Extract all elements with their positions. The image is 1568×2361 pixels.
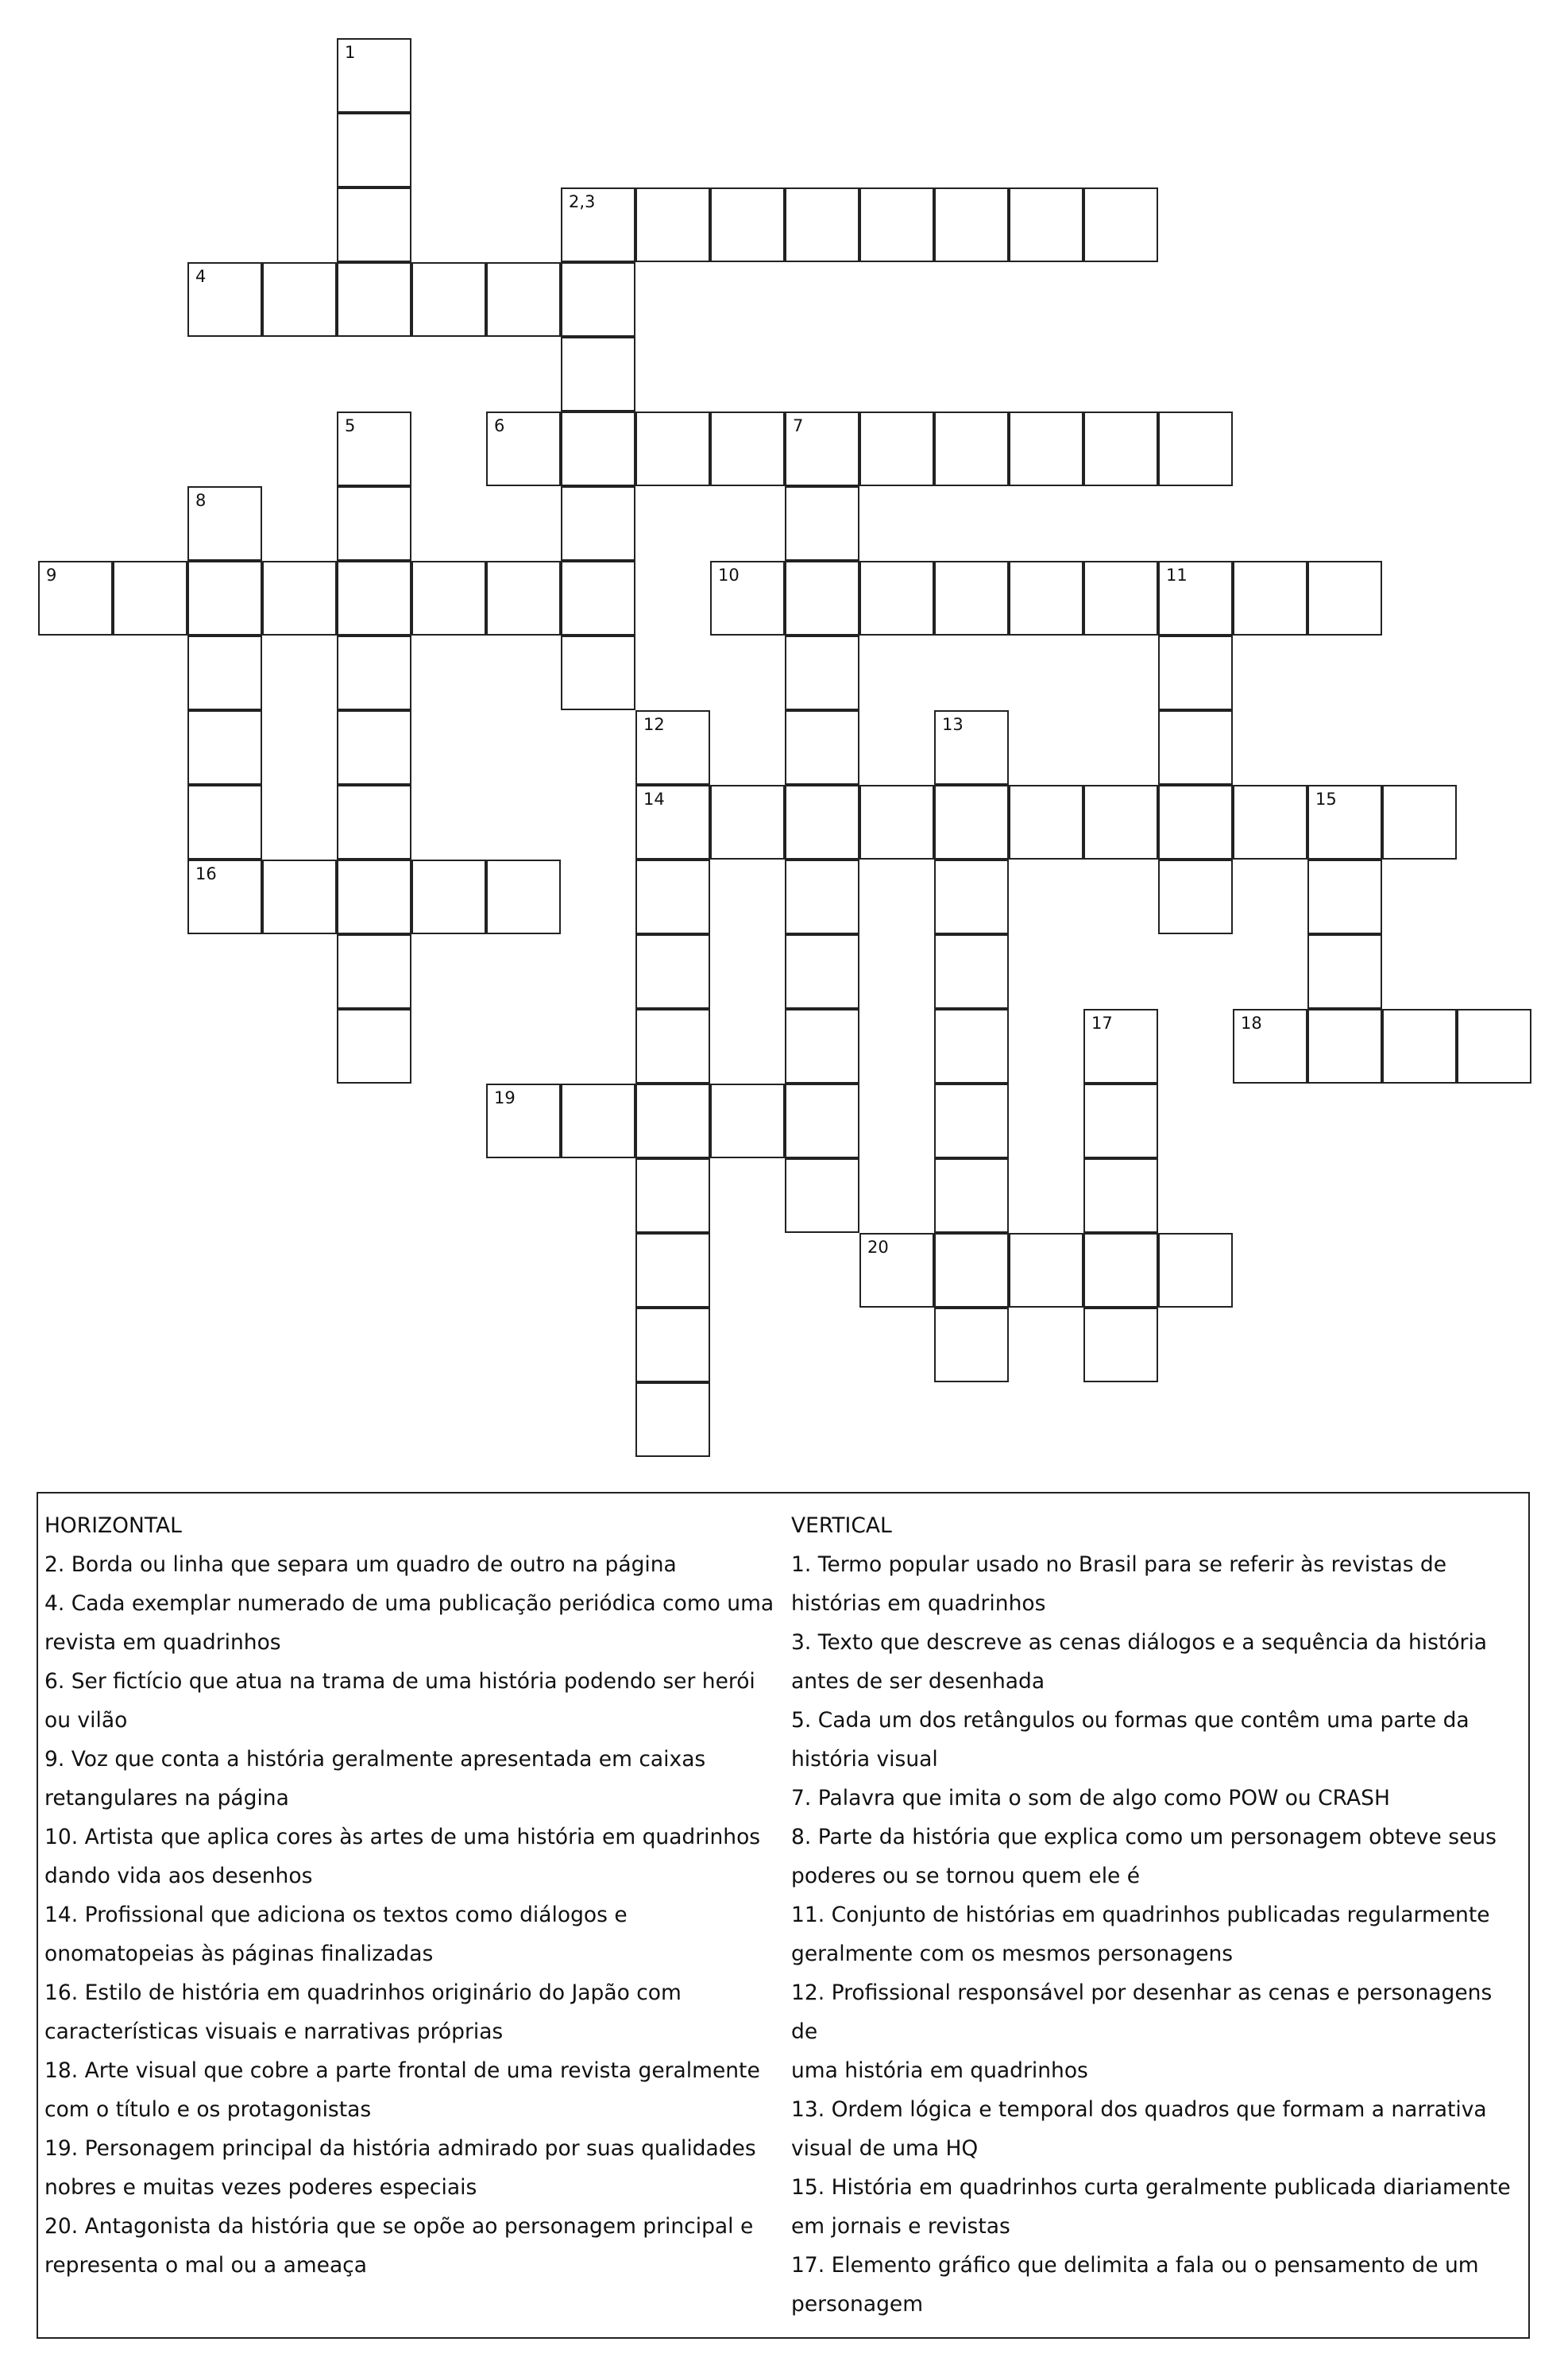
crossword-cell[interactable]	[1083, 1084, 1158, 1158]
crossword-cell[interactable]	[337, 934, 411, 1009]
crossword-cell[interactable]	[411, 561, 486, 636]
crossword-cell[interactable]	[934, 412, 1009, 486]
crossword-cell[interactable]	[561, 337, 635, 412]
crossword-cell[interactable]	[1158, 710, 1233, 785]
crossword-cell[interactable]	[1457, 1009, 1531, 1084]
crossword-cell[interactable]	[1158, 412, 1233, 486]
crossword-cell[interactable]	[561, 486, 635, 561]
crossword-cell[interactable]	[337, 561, 411, 636]
crossword-cell[interactable]	[1158, 785, 1233, 860]
crossword-cell[interactable]	[785, 934, 859, 1009]
crossword-cell[interactable]	[1307, 561, 1382, 636]
crossword-cell[interactable]	[561, 1084, 635, 1158]
crossword-cell[interactable]	[1083, 1233, 1158, 1308]
crossword-cell[interactable]	[411, 262, 486, 337]
clue-line: visual de uma HQ	[791, 2136, 979, 2161]
crossword-cell[interactable]	[262, 262, 337, 337]
crossword-cell[interactable]	[1382, 785, 1457, 860]
clue-number: 16	[195, 864, 217, 883]
crossword-cell[interactable]	[187, 636, 262, 710]
crossword-cell[interactable]	[1382, 1009, 1457, 1084]
clue-line: dando vida aos desenhos	[44, 1864, 313, 1888]
crossword-cell[interactable]	[187, 785, 262, 860]
crossword-cell[interactable]	[635, 1158, 710, 1233]
clue-line: nobres e muitas vezes poderes especiais	[44, 2175, 477, 2200]
clue-line: características visuais e narrativas próprias	[44, 2019, 504, 2044]
crossword-cell[interactable]	[1009, 187, 1083, 262]
clue-line: 19. Personagem principal da história admirado por suas qualidades	[44, 2136, 756, 2161]
crossword-cell[interactable]	[635, 934, 710, 1009]
crossword-cell[interactable]	[337, 710, 411, 785]
clues-box	[37, 1492, 1530, 2339]
clue-number: 18	[1241, 1014, 1262, 1033]
crossword-cell[interactable]	[859, 187, 934, 262]
clue-number: 5	[345, 416, 356, 435]
crossword-cell[interactable]	[486, 1084, 561, 1158]
crossword-cell[interactable]	[486, 262, 561, 337]
clue-number: 4	[195, 267, 207, 286]
clue-line: 15. História em quadrinhos curta geralmente publicada diariamente	[791, 2175, 1511, 2200]
crossword-cell[interactable]	[934, 1233, 1009, 1308]
clue-line: retangulares na página	[44, 1786, 289, 1810]
crossword-cell[interactable]	[187, 710, 262, 785]
crossword-cell[interactable]	[187, 262, 262, 337]
crossword-cell[interactable]	[934, 1009, 1009, 1084]
crossword-cell[interactable]	[785, 785, 859, 860]
clue-line: 7. Palavra que imita o som de algo como POW ou CRASH	[791, 1786, 1390, 1810]
crossword-cell[interactable]	[635, 1382, 710, 1457]
clue-line: representa o mal ou a ameaça	[44, 2253, 367, 2278]
clue-number: 10	[718, 566, 740, 585]
crossword-cell[interactable]	[934, 785, 1009, 860]
clue-number: 13	[942, 715, 964, 734]
crossword-cell[interactable]	[113, 561, 187, 636]
clue-number: 15	[1315, 790, 1337, 809]
crossword-cell[interactable]	[785, 636, 859, 710]
clue-number: 20	[867, 1238, 889, 1257]
clue-number: 12	[643, 715, 665, 734]
crossword-cell[interactable]	[635, 785, 710, 860]
clue-number: 8	[195, 491, 207, 510]
crossword-cell[interactable]	[934, 187, 1009, 262]
clue-number: 19	[494, 1088, 516, 1107]
crossword-cell[interactable]	[635, 710, 710, 785]
crossword-cell[interactable]	[785, 486, 859, 561]
crossword-cell[interactable]	[1158, 860, 1233, 934]
crossword-cell[interactable]	[561, 412, 635, 486]
crossword-cell[interactable]	[635, 1084, 710, 1158]
crossword-cell[interactable]	[785, 412, 859, 486]
crossword-cell[interactable]	[785, 1009, 859, 1084]
crossword-cell[interactable]	[710, 187, 785, 262]
crossword-cell[interactable]	[934, 561, 1009, 636]
crossword-cell[interactable]	[1009, 1233, 1083, 1308]
crossword-cell[interactable]	[337, 785, 411, 860]
crossword-cell[interactable]	[785, 860, 859, 934]
clue-line: antes de ser desenhada	[791, 1669, 1045, 1694]
clue-number: 11	[1166, 566, 1188, 585]
clue-line: histórias em quadrinhos	[791, 1591, 1046, 1616]
clue-number: 7	[793, 416, 804, 435]
clue-line: 17. Elemento gráfico que delimita a fala ou o pensamento de um	[791, 2253, 1479, 2278]
crossword-cell[interactable]	[1083, 187, 1158, 262]
crossword-cell[interactable]	[1009, 785, 1083, 860]
crossword-cell[interactable]	[337, 262, 411, 337]
clue-line: 11. Conjunto de histórias em quadrinhos publicadas regularmente	[791, 1903, 1490, 1927]
clue-line: história visual	[791, 1747, 938, 1772]
crossword-cell[interactable]	[635, 1308, 710, 1382]
clue-number: 14	[643, 790, 665, 809]
crossword-cell[interactable]	[934, 1084, 1009, 1158]
crossword-cell[interactable]	[187, 860, 262, 934]
crossword-cell[interactable]	[635, 187, 710, 262]
crossword-cell[interactable]	[561, 561, 635, 636]
crossword-cell[interactable]	[486, 561, 561, 636]
crossword-cell[interactable]	[1307, 860, 1382, 934]
crossword-cell[interactable]	[337, 412, 411, 486]
crossword-cell[interactable]	[785, 1158, 859, 1233]
clue-line: onomatopeias às páginas finalizadas	[44, 1942, 434, 1966]
crossword-cell[interactable]	[1083, 412, 1158, 486]
crossword-cell[interactable]	[1158, 561, 1233, 636]
crossword-cell[interactable]	[710, 785, 785, 860]
clue-line: em jornais e revistas	[791, 2214, 1010, 2239]
clue-line: ou vilão	[44, 1708, 128, 1733]
crossword-cell[interactable]	[1233, 785, 1307, 860]
clue-number: 2,3	[569, 192, 596, 211]
clue-line: 1. Termo popular usado no Brasil para se referir às revistas de	[791, 1552, 1447, 1577]
vertical-heading: VERTICAL	[791, 1513, 892, 1538]
clue-line: com o título e os protagonistas	[44, 2097, 372, 2122]
crossword-cell[interactable]	[1158, 1233, 1233, 1308]
clue-number: 1	[345, 43, 356, 62]
crossword-cell[interactable]	[859, 412, 934, 486]
crossword-cell[interactable]	[486, 860, 561, 934]
horizontal-clues	[44, 1506, 775, 2285]
crossword-cell[interactable]	[710, 561, 785, 636]
clue-number: 6	[494, 416, 505, 435]
clue-line: 12. Profissional responsável por desenhar as cenas e personagens de	[791, 1980, 1493, 2044]
crossword-cell[interactable]	[337, 486, 411, 561]
crossword-cell[interactable]	[337, 636, 411, 710]
clue-line: 5. Cada um dos retângulos ou formas que contêm uma parte da	[791, 1708, 1470, 1733]
crossword-cell[interactable]	[1009, 412, 1083, 486]
crossword-cell[interactable]	[187, 486, 262, 561]
horizontal-heading: HORIZONTAL	[44, 1513, 182, 1538]
crossword-cell[interactable]	[1233, 561, 1307, 636]
crossword-cell[interactable]	[1233, 1009, 1307, 1084]
clue-line: 3. Texto que descreve as cenas diálogos e a sequência da história	[791, 1630, 1488, 1655]
clue-line: 4. Cada exemplar numerado de uma publicação periódica como uma	[44, 1591, 774, 1616]
clue-line: geralmente com os mesmos personagens	[791, 1942, 1234, 1966]
crossword-cell[interactable]	[859, 785, 934, 860]
crossword-cell[interactable]	[635, 1009, 710, 1084]
clue-line: 9. Voz que conta a história geralmente apresentada em caixas	[44, 1747, 706, 1772]
crossword-cell[interactable]	[561, 262, 635, 337]
crossword-cell[interactable]	[411, 860, 486, 934]
crossword-cell[interactable]	[1009, 561, 1083, 636]
crossword-cell[interactable]	[635, 412, 710, 486]
clue-line: personagem	[791, 2292, 924, 2317]
crossword-cell[interactable]	[635, 1233, 710, 1308]
crossword-cell[interactable]	[1083, 1009, 1158, 1084]
crossword-cell[interactable]	[859, 561, 934, 636]
crossword-cell[interactable]	[1083, 785, 1158, 860]
crossword-cell[interactable]	[486, 412, 561, 486]
crossword-cell[interactable]	[561, 636, 635, 710]
crossword-cell[interactable]	[1083, 1158, 1158, 1233]
crossword-cell[interactable]	[934, 934, 1009, 1009]
crossword-cell[interactable]	[710, 412, 785, 486]
crossword-cell[interactable]	[38, 561, 113, 636]
clue-line: 20. Antagonista da história que se opõe ao personagem principal e	[44, 2214, 754, 2239]
crossword-cell[interactable]	[1307, 1009, 1382, 1084]
clue-line: 8. Parte da história que explica como um personagem obteve seus	[791, 1825, 1497, 1849]
crossword-cell[interactable]	[859, 1233, 934, 1308]
crossword-cell[interactable]	[1158, 636, 1233, 710]
crossword-cell[interactable]	[1307, 934, 1382, 1009]
crossword-cell[interactable]	[710, 1084, 785, 1158]
crossword-cell[interactable]	[561, 187, 635, 262]
clue-line: 13. Ordem lógica e temporal dos quadros que formam a narrativa	[791, 2097, 1487, 2122]
crossword-cell[interactable]	[1307, 785, 1382, 860]
crossword-cell[interactable]	[262, 860, 337, 934]
clue-line: poderes ou se tornou quem ele é	[791, 1864, 1141, 1888]
crossword-cell[interactable]	[934, 860, 1009, 934]
crossword-cell[interactable]	[1083, 1308, 1158, 1382]
clue-line: 10. Artista que aplica cores às artes de uma história em quadrinhos	[44, 1825, 761, 1849]
crossword-cell[interactable]	[785, 561, 859, 636]
vertical-clues	[791, 1506, 1522, 2324]
crossword-cell[interactable]	[785, 1084, 859, 1158]
clue-line: 18. Arte visual que cobre a parte frontal de uma revista geralmente	[44, 2058, 760, 2083]
clue-line: uma história em quadrinhos	[791, 2058, 1088, 2083]
crossword-cell[interactable]	[337, 860, 411, 934]
crossword-cell[interactable]	[934, 1308, 1009, 1382]
crossword-cell[interactable]	[785, 710, 859, 785]
crossword-cell[interactable]	[187, 561, 262, 636]
crossword-cell[interactable]	[635, 860, 710, 934]
crossword-cell[interactable]	[934, 710, 1009, 785]
crossword-cell[interactable]	[785, 187, 859, 262]
clue-number: 9	[46, 566, 57, 585]
clue-line: 2. Borda ou linha que separa um quadro de outro na página	[44, 1552, 677, 1577]
crossword-cell[interactable]	[1083, 561, 1158, 636]
crossword-cell[interactable]	[337, 187, 411, 262]
clue-number: 17	[1091, 1014, 1113, 1033]
crossword-cell[interactable]	[337, 1009, 411, 1084]
clue-line: revista em quadrinhos	[44, 1630, 281, 1655]
crossword-cell[interactable]	[337, 38, 411, 113]
clue-line: 6. Ser fictício que atua na trama de uma história podendo ser herói	[44, 1669, 755, 1694]
crossword-cell[interactable]	[934, 1158, 1009, 1233]
clue-line: 14. Profissional que adiciona os textos como diálogos e	[44, 1903, 628, 1927]
crossword-cell[interactable]	[337, 113, 411, 187]
crossword-cell[interactable]	[262, 561, 337, 636]
clue-line: 16. Estilo de história em quadrinhos originário do Japão com	[44, 1980, 682, 2005]
